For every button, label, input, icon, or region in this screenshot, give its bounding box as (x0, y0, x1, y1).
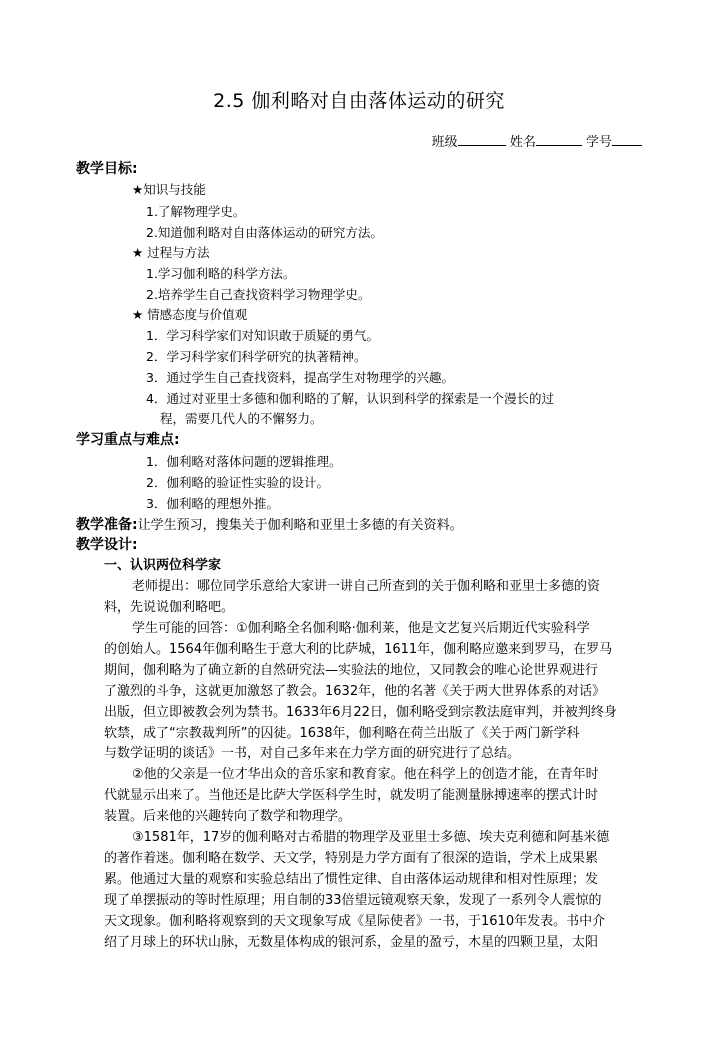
paragraph-line: 的著作着迷。伽利略在数学、天文学，特别是力学方面有了很深的造诣，学术上成果累 (104, 851, 599, 866)
preparation-line (76, 516, 463, 535)
class-label: 班级 (431, 135, 458, 150)
name-label: 姓名 (509, 135, 536, 150)
paragraph-line: 出版，但立即被教会列为禁书。1633年6月22日，伽利略受到宗教法庭审判，并被判终身 (104, 705, 617, 720)
knowledge-heading: ★知识与技能 (132, 182, 206, 197)
section-heading: 一、认识两位科学家 (104, 558, 222, 573)
paragraph-line: 老师提出：哪位同学乐意给大家讲一讲自己所查到的关于伽利略和亚里士多德的资 (132, 579, 601, 594)
paragraph-line: 料，先说说伽利略吧。 (104, 600, 235, 615)
number-blank[interactable] (612, 133, 642, 146)
paragraph-line: 天文现象。伽利略将观察到的天文现象写成《星际使者》一书，于1610年发表。书中介 (104, 914, 606, 929)
key-points-heading: 学习重点与难点: (76, 432, 180, 448)
paragraph-line: 的创始人。1564年伽利略生于意大利的比萨城，1611年，伽利略应邀来到罗马，在罗马 (104, 642, 613, 657)
name-blank[interactable] (536, 133, 582, 146)
list-item: 1.学习伽利略的科学方法。 (146, 266, 296, 281)
paragraph-line: 期间，伽利略为了确立新的自然研究法—实验法的地位，又同教会的唯心论世界观进行 (104, 663, 599, 678)
preparation-heading: 教学准备: (76, 517, 138, 533)
list-item: 2．学习科学家们科学研究的执著精神。 (146, 349, 367, 364)
list-item: 4．通过对亚里士多德和伽利略的了解，认识到科学的探索是一个漫长的过 (146, 391, 554, 406)
list-item: 1.了解物理学史。 (146, 204, 246, 219)
list-item: 2.培养学生自己查找资料学习物理学史。 (146, 287, 371, 302)
class-blank[interactable] (458, 133, 506, 146)
paragraph-line: ②他的父亲是一位才华出众的音乐家和教育家。他在科学上的创造才能，在青年时 (132, 767, 599, 782)
paragraph-line: 软禁，成了“宗教裁判所”的囚徒。1638年，伽利略在荷兰出版了《关于两门新学科 (104, 726, 580, 741)
list-item: 1．伽利略对落体问题的逻辑推理。 (146, 454, 342, 469)
goals-heading: 教学目标: (76, 161, 138, 177)
list-item: 3．伽利略的理想外推。 (146, 496, 279, 511)
preparation-text: 让学生预习，搜集关于伽利略和亚里士多德的有关资料。 (137, 518, 463, 533)
paragraph-line: ③1581年，17岁的伽利略对古希腊的物理学及亚里士多德、埃夫克利德和阿基米德 (132, 830, 610, 845)
paragraph-line: 绍了月球上的环状山脉，无数星体构成的银河系，金星的盈亏，木星的四颗卫星，太阳 (104, 935, 599, 950)
list-item: 2．伽利略的验证性实验的设计。 (146, 475, 329, 490)
paragraph-line: 了激烈的斗争，这就更加激怒了教会。1632年，他的名著《关于两大世界体系的对话》 (104, 684, 606, 699)
page-title: 2.5 伽利略对自由落体运动的研究 (213, 90, 505, 112)
paragraph-line: 累。他通过大量的观察和实验总结出了惯性定律、自由落体运动规律和相对性原理；发 (104, 872, 599, 887)
paragraph-line: 学生可能的回答：①伽利略全名伽利略·伽利莱，他是文艺复兴后期近代实验科学 (132, 621, 590, 636)
list-item: 1．学习科学家们对知识敢于质疑的勇气。 (146, 328, 379, 343)
paragraph-line: 现了单摆振动的等时性原理；用自制的33倍望远镜观察天象，发现了一系列令人震惊的 (104, 893, 602, 908)
number-label: 学号 (585, 135, 612, 150)
student-info (432, 131, 642, 150)
emotion-heading: ★ 情感态度与价值观 (132, 307, 248, 322)
process-heading: ★ 过程与方法 (132, 245, 210, 260)
paragraph-line: 与数学证明的谈话》一书，对自己多年来在力学方面的研究进行了总结。 (104, 746, 521, 761)
list-item: 2.知道伽利略对自由落体运动的研究方法。 (146, 225, 383, 240)
design-heading: 教学设计: (76, 537, 138, 553)
list-item: 程，需要几代人的不懈努力。 (160, 411, 323, 426)
paragraph-line: 代就显示出来了。当他还是比萨大学医科学生时，就发明了能测量脉搏速率的摆式计时 (104, 788, 599, 803)
paragraph-line: 装置。后来他的兴趣转向了数学和物理学。 (104, 809, 352, 824)
list-item: 3．通过学生自己查找资料，提高学生对物理学的兴趣。 (146, 370, 454, 385)
